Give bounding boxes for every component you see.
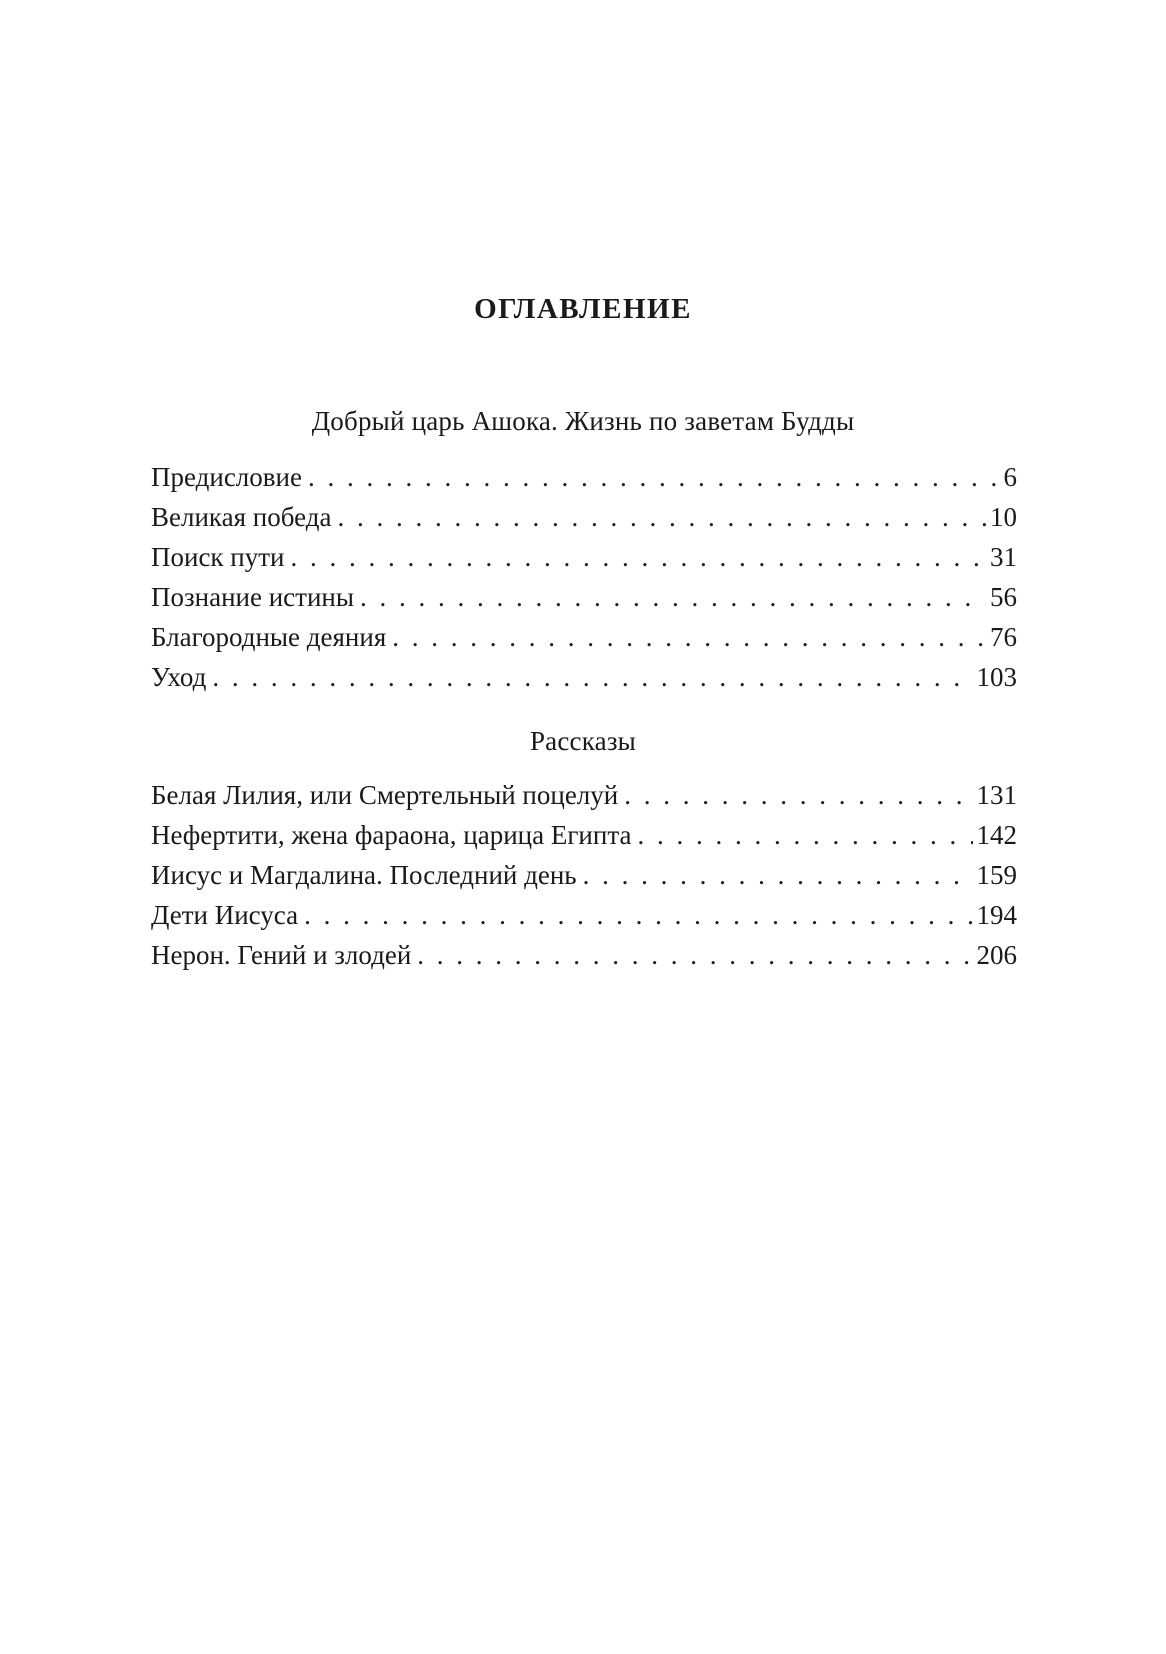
toc-entry-title: Поиск пути	[151, 542, 285, 572]
section-heading: Рассказы	[529, 726, 637, 756]
toc-page-number: 194	[976, 900, 1017, 930]
toc-page-number: 206	[976, 940, 1017, 970]
toc-entry[interactable]	[151, 617, 1017, 657]
toc-page-number: 159	[976, 860, 1017, 890]
toc-page-number: 103	[976, 662, 1017, 692]
dot-leader	[360, 577, 986, 617]
toc-entry[interactable]	[151, 497, 1017, 537]
toc-page-number: 56	[990, 582, 1017, 612]
dot-leader	[417, 935, 972, 975]
toc-entry[interactable]	[151, 895, 1017, 935]
toc-entry[interactable]	[151, 457, 1017, 497]
section-heading: Добрый царь Ашока. Жизнь по заветам Будды	[311, 406, 855, 436]
toc-entry-title: Дети Иисуса	[151, 900, 299, 930]
dot-leader	[583, 855, 973, 895]
toc-entry-title: Нерон. Гений и злодей	[151, 940, 412, 970]
dot-leader	[308, 457, 1000, 497]
dot-leader	[304, 895, 972, 935]
toc-page-number: 10	[990, 502, 1017, 532]
toc-entry[interactable]	[151, 537, 1017, 577]
toc-entry[interactable]	[151, 775, 1017, 815]
toc-page-number: 31	[990, 542, 1017, 572]
toc-entry-title: Благородные деяния	[151, 622, 387, 652]
toc-entry-title: Предисловие	[151, 462, 302, 492]
toc-entry[interactable]	[151, 657, 1017, 697]
toc-entry-title: Уход	[151, 662, 207, 692]
dot-leader	[637, 815, 972, 855]
toc-list	[151, 775, 1017, 975]
dot-leader	[392, 617, 986, 657]
toc-entry[interactable]	[151, 577, 1017, 617]
toc-page-number: 76	[990, 622, 1017, 652]
toc-page-number: 142	[976, 820, 1017, 850]
toc-entry-title: Познание истины	[151, 582, 355, 612]
dot-leader	[624, 775, 972, 815]
toc-entry-title: Нефертити, жена фараона, царица Египта	[151, 820, 632, 850]
toc-page-number: 131	[976, 780, 1017, 810]
toc-entry-title: Великая победа	[151, 502, 332, 532]
toc-list	[151, 457, 1017, 697]
toc-entry-title: Иисус и Магдалина. Последний день	[151, 860, 577, 890]
dot-leader	[212, 657, 972, 697]
toc-entry[interactable]	[151, 855, 1017, 895]
dot-leader	[337, 497, 986, 537]
toc-entry[interactable]	[151, 935, 1017, 975]
dot-leader	[291, 537, 987, 577]
toc-page-number: 6	[1003, 462, 1017, 492]
toc-entry-title: Белая Лилия, или Смертельный поцелуй	[151, 780, 619, 810]
toc-entry[interactable]	[151, 815, 1017, 855]
page-title: ОГЛАВЛЕНИЕ	[474, 293, 692, 325]
